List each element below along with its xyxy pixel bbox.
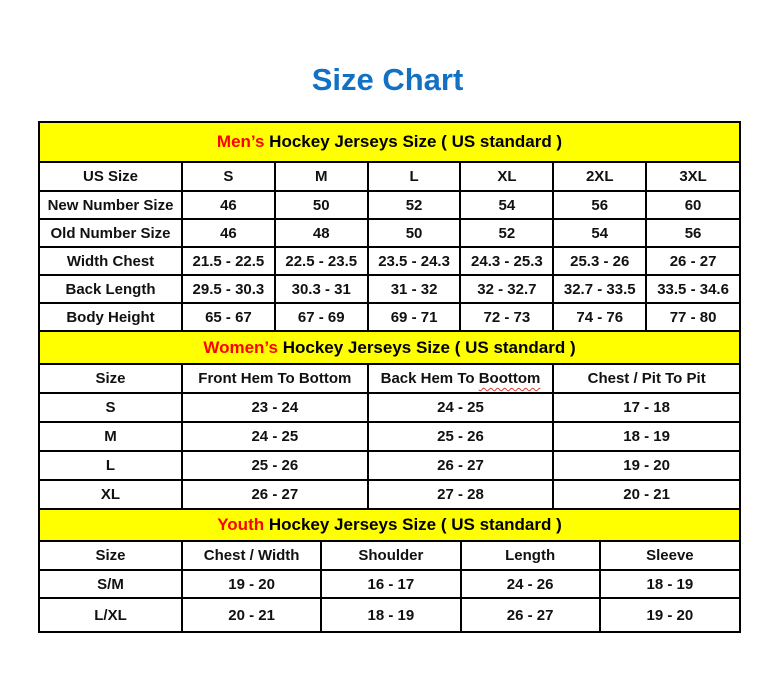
womens-section-header — [40, 332, 739, 365]
column-header: Size — [40, 365, 182, 393]
size-value-cell: 54 — [553, 219, 646, 247]
column-header: Shoulder — [321, 542, 460, 570]
size-value-cell: 56 — [553, 191, 646, 219]
column-header: Chest / Width — [182, 542, 321, 570]
size-value-cell: 32.7 - 33.5 — [553, 275, 646, 303]
column-header: US Size — [40, 163, 182, 191]
size-value-cell: 23.5 - 24.3 — [368, 247, 461, 275]
size-value-cell: 46 — [182, 191, 275, 219]
size-value-cell: 32 - 32.7 — [460, 275, 553, 303]
table-row — [40, 275, 739, 303]
table-row — [40, 393, 739, 422]
column-header: XL — [460, 163, 553, 191]
table-row — [40, 451, 739, 480]
table-row — [40, 422, 739, 451]
column-header — [368, 365, 554, 393]
size-value-cell: 33.5 - 34.6 — [646, 275, 739, 303]
size-value-cell: 21.5 - 22.5 — [182, 247, 275, 275]
size-value-cell: 24 - 26 — [461, 570, 600, 598]
size-value-cell: 30.3 - 31 — [275, 275, 368, 303]
size-value-cell: 22.5 - 23.5 — [275, 247, 368, 275]
size-value-cell: 56 — [646, 219, 739, 247]
row-label: New Number Size — [40, 191, 182, 219]
womens-header-row — [40, 365, 739, 393]
size-value-cell: 25.3 - 26 — [553, 247, 646, 275]
column-header-text: Back Hem To — [380, 370, 479, 387]
size-value-cell: 77 - 80 — [646, 303, 739, 331]
womens-highlight-label: Women’s — [203, 337, 278, 357]
column-header: S — [182, 163, 275, 191]
size-value-cell: 24 - 25 — [182, 422, 368, 451]
size-value-cell: 54 — [460, 191, 553, 219]
page-title: Size Chart — [311, 62, 464, 97]
row-label: S/M — [40, 570, 182, 598]
column-header: 2XL — [553, 163, 646, 191]
youth-header-row — [40, 542, 739, 570]
row-label: L — [40, 451, 182, 480]
size-value-cell: 26 - 27 — [368, 451, 554, 480]
youth-header-text: Hockey Jerseys Size ( US standard ) — [264, 515, 562, 534]
column-header: Sleeve — [600, 542, 739, 570]
row-label: Width Chest — [40, 247, 182, 275]
table-row — [40, 598, 739, 631]
table-row — [40, 247, 739, 275]
row-label: Back Length — [40, 275, 182, 303]
row-label: Old Number Size — [40, 219, 182, 247]
size-value-cell: 20 - 21 — [553, 480, 739, 509]
size-chart-table — [38, 121, 741, 633]
size-value-cell: 60 — [646, 191, 739, 219]
size-value-cell: 18 - 19 — [553, 422, 739, 451]
column-header: M — [275, 163, 368, 191]
size-value-cell: 52 — [368, 191, 461, 219]
size-value-cell: 16 - 17 — [321, 570, 460, 598]
column-header: Front Hem To Bottom — [182, 365, 368, 393]
size-value-cell: 18 - 19 — [600, 570, 739, 598]
column-header: L — [368, 163, 461, 191]
size-value-cell: 24.3 - 25.3 — [460, 247, 553, 275]
size-value-cell: 25 - 26 — [182, 451, 368, 480]
size-value-cell: 26 - 27 — [182, 480, 368, 509]
row-label: L/XL — [40, 598, 182, 631]
mens-highlight-label: Men’s — [216, 132, 265, 151]
size-value-cell: 18 - 19 — [321, 598, 460, 631]
misspelled-word: Boottom — [478, 370, 541, 387]
column-header: Length — [461, 542, 600, 570]
size-value-cell: 19 - 20 — [182, 570, 321, 598]
mens-section-header — [40, 123, 739, 163]
table-row — [40, 303, 739, 331]
size-value-cell: 67 - 69 — [275, 303, 368, 331]
size-value-cell: 29.5 - 30.3 — [182, 275, 275, 303]
table-row — [40, 570, 739, 598]
table-row — [40, 480, 739, 509]
size-value-cell: 46 — [182, 219, 275, 247]
womens-header-text: Hockey Jerseys Size ( US standard ) — [277, 337, 576, 357]
row-label: M — [40, 422, 182, 451]
size-value-cell: 24 - 25 — [368, 393, 554, 422]
size-value-cell: 50 — [368, 219, 461, 247]
youth-section-header — [40, 510, 739, 542]
size-value-cell: 52 — [460, 219, 553, 247]
size-value-cell: 19 - 20 — [600, 598, 739, 631]
column-header: Size — [40, 542, 182, 570]
youth-highlight-label: Youth — [217, 515, 265, 534]
mens-size-table — [40, 163, 739, 332]
size-value-cell: 27 - 28 — [368, 480, 554, 509]
size-value-cell: 65 - 67 — [182, 303, 275, 331]
size-value-cell: 31 - 32 — [368, 275, 461, 303]
mens-header-row — [40, 163, 739, 191]
womens-size-table — [40, 365, 739, 510]
youth-size-table — [40, 542, 739, 631]
size-value-cell: 25 - 26 — [368, 422, 554, 451]
size-value-cell: 69 - 71 — [368, 303, 461, 331]
size-value-cell: 20 - 21 — [182, 598, 321, 631]
row-label: S — [40, 393, 182, 422]
size-value-cell: 74 - 76 — [553, 303, 646, 331]
column-header: Chest / Pit To Pit — [553, 365, 739, 393]
size-value-cell: 19 - 20 — [553, 451, 739, 480]
size-value-cell: 23 - 24 — [182, 393, 368, 422]
row-label: XL — [40, 480, 182, 509]
column-header: 3XL — [646, 163, 739, 191]
size-value-cell: 26 - 27 — [461, 598, 600, 631]
table-row — [40, 191, 739, 219]
row-label: Body Height — [40, 303, 182, 331]
size-value-cell: 72 - 73 — [460, 303, 553, 331]
size-value-cell: 50 — [275, 191, 368, 219]
mens-header-text: Hockey Jerseys Size ( US standard ) — [264, 132, 563, 151]
size-value-cell: 48 — [275, 219, 368, 247]
size-value-cell: 26 - 27 — [646, 247, 739, 275]
size-value-cell: 17 - 18 — [553, 393, 739, 422]
table-row — [40, 219, 739, 247]
